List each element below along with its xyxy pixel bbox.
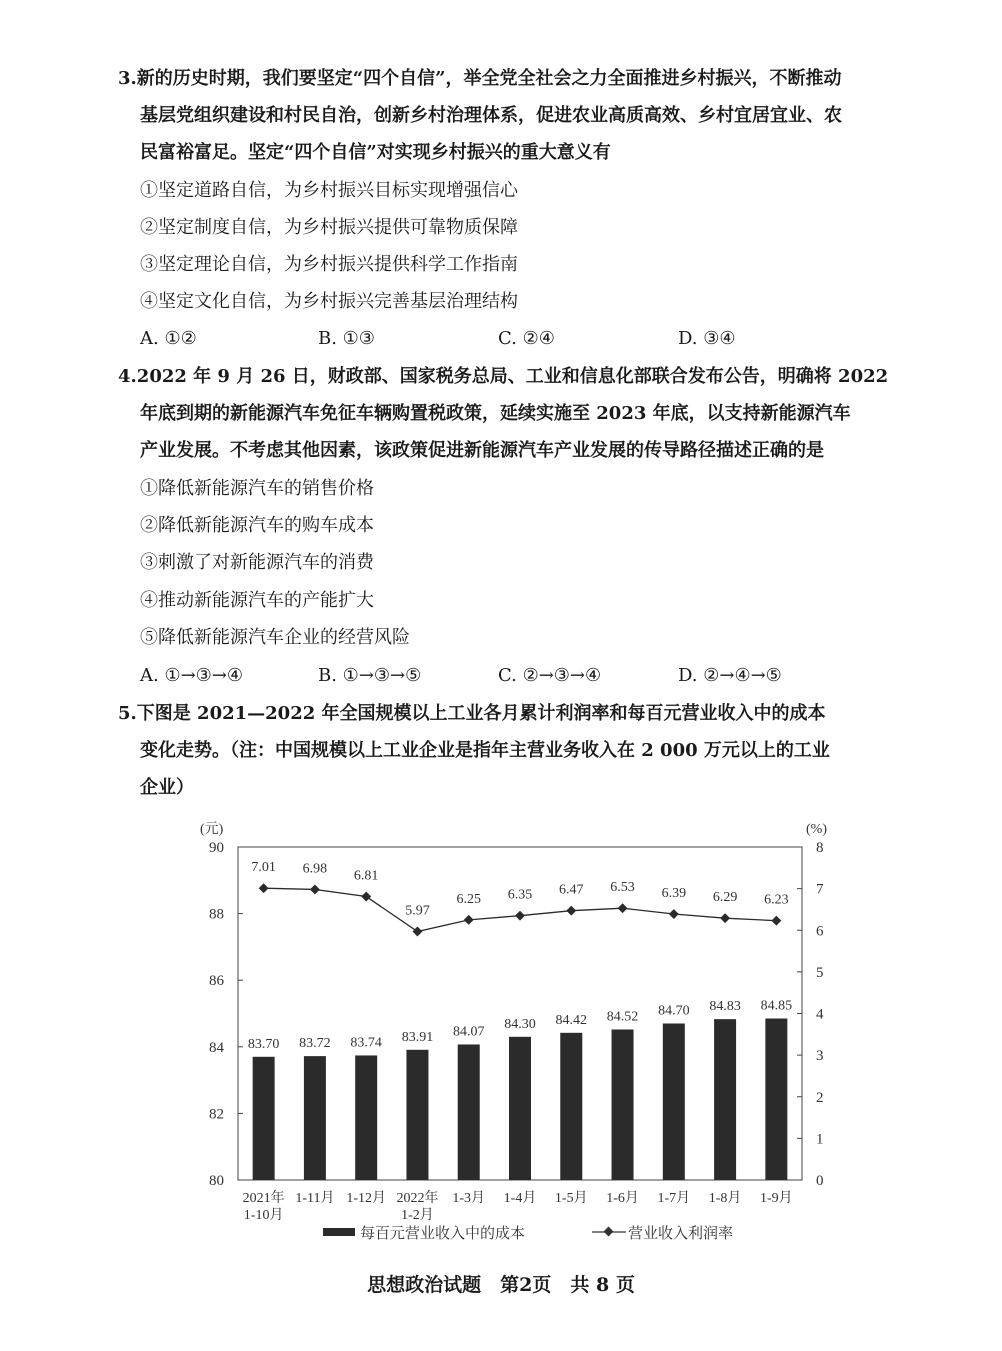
line-data-label: 6.25: [456, 891, 481, 907]
legend-line-label: 营业收入利润率: [628, 1226, 734, 1242]
q4-option-b[interactable]: B. ①→③→⑤: [318, 665, 422, 686]
x-tick-label: [295, 1190, 334, 1206]
y-axis-unit-label: (元): [200, 822, 224, 837]
y2-axis-unit-label: (%): [806, 822, 827, 837]
y2-tick-label: 8: [816, 840, 824, 856]
bar: [663, 1023, 685, 1180]
legend-bar-swatch: [323, 1228, 355, 1236]
x-tick-label-line: 1-4月: [503, 1191, 537, 1206]
bar-data-label: 83.70: [247, 1036, 280, 1052]
bar: [509, 1037, 531, 1180]
x-tick-label-line: 1-5月: [554, 1191, 588, 1206]
line-point: [413, 927, 423, 937]
q4-options: [140, 665, 840, 687]
y2-tick-label: 1: [816, 1131, 824, 1148]
q5-stem-line-1: 5.下图是 2021—2022 年全国规模以上工业各月累计利润率和每百元营业收入中的成本: [118, 703, 826, 724]
q3-stem-line-3: 民富裕富足。坚定“四个自信”对实现乡村振兴的重大意义有: [140, 142, 611, 163]
line-point: [515, 911, 525, 921]
chart-marks: [209, 840, 824, 1223]
q4-item-4: ④推动新能源汽车的产能扩大: [140, 590, 374, 611]
x-tick-label-line: 1-6月: [606, 1191, 639, 1206]
x-tick-label-line: 2022年: [396, 1191, 439, 1206]
q3-item-2: ②坚定制度自信，为乡村振兴提供可靠物质保障: [140, 217, 518, 238]
bar: [253, 1057, 275, 1180]
y2-tick-label: 4: [816, 1006, 824, 1023]
chart-legend: [323, 1224, 733, 1242]
y-tick-label: 80: [209, 1173, 224, 1189]
q4-stem-line-3: 产业发展。不考虑其他因素，该政策促进新能源汽车产业发展的传导路径描述正确的是: [140, 440, 824, 461]
q3-item-3: ③坚定理论自信，为乡村振兴提供科学工作指南: [140, 254, 518, 275]
bar: [765, 1018, 787, 1180]
bar-data-label: 84.52: [606, 1009, 639, 1025]
x-tick-label: [606, 1190, 639, 1206]
chart-svg: [180, 815, 860, 1255]
bar-data-label: 84.85: [760, 998, 793, 1014]
q3-option-a[interactable]: A. ①②: [140, 328, 197, 349]
line-data-label: 7.01: [251, 860, 276, 876]
q5-stem-line-2: 变化走势。（注：中国规模以上工业企业是指年主营业务收入在 2 000 万元以上的工业: [140, 740, 830, 761]
line-data-label: 6.39: [661, 886, 687, 902]
line-point: [618, 903, 628, 913]
y2-tick-label: 2: [816, 1089, 824, 1106]
x-tick-label-line: 2021年: [242, 1191, 285, 1206]
bar: [304, 1056, 326, 1180]
y2-tick-label: 7: [816, 881, 824, 898]
bar-data-label: 83.91: [401, 1029, 434, 1045]
q4-stem-line-1: 4.2022 年 9 月 26 日，财政部、国家税务总局、工业和信息化部联合发布公告，明确将 2022: [118, 366, 889, 387]
q3-option-b[interactable]: B. ①③: [318, 328, 375, 349]
q3-options: [140, 328, 840, 350]
line-data-label: 6.53: [610, 880, 635, 896]
x-tick-label: [396, 1189, 438, 1223]
y2-tick-label: 5: [816, 964, 824, 981]
line-data-label: 6.29: [712, 890, 738, 906]
bar-data-label: 84.70: [658, 1003, 690, 1019]
x-tick-label-line: 1-3月: [452, 1191, 486, 1206]
legend-bar-label: 每百元营业收入中的成本: [360, 1226, 526, 1242]
bar-data-label: 84.42: [555, 1012, 588, 1028]
bar: [355, 1055, 377, 1180]
bar-data-label: 84.07: [452, 1024, 485, 1040]
line-point: [464, 915, 474, 925]
x-tick-label-line: 1-2月: [401, 1208, 434, 1223]
q4-stem-line-2: 年底到期的新能源汽车免征车辆购置税政策，延续实施至 2023 年底，以支持新能源汽车: [140, 403, 851, 424]
x-tick-label: [760, 1190, 793, 1206]
page-footer: 思想政治试题 第2页 共 8 页: [367, 1274, 635, 1296]
line-point: [720, 913, 730, 923]
line-point: [259, 883, 269, 893]
line-data-label: 6.23: [764, 892, 789, 908]
x-tick-label-line: 1-11月: [295, 1191, 335, 1206]
x-tick-label-line: 1-9月: [760, 1191, 793, 1206]
y-tick-label: 86: [209, 973, 224, 990]
line-point: [771, 916, 781, 926]
y-tick-label: 84: [209, 1039, 224, 1056]
line-data-label: 6.98: [302, 861, 328, 877]
y-tick-label: 90: [209, 840, 224, 856]
bar: [714, 1019, 736, 1180]
q3-option-d[interactable]: D. ③④: [678, 328, 736, 349]
bar: [406, 1050, 428, 1180]
line-point: [566, 906, 576, 916]
x-tick-label: [243, 1189, 285, 1223]
x-tick-label-line: 1-7月: [657, 1191, 691, 1206]
cost-profit-chart: [180, 815, 860, 1255]
line-data-label: 6.35: [507, 887, 533, 903]
bar-data-label: 83.72: [299, 1036, 331, 1052]
y-tick-label: 88: [209, 906, 224, 923]
y-tick-label: 82: [209, 1106, 224, 1123]
q4-option-a[interactable]: A. ①→③→④: [140, 665, 244, 686]
bar-data-label: 83.74: [350, 1035, 382, 1051]
x-tick-label: [346, 1190, 386, 1206]
y2-tick-label: 6: [816, 923, 824, 940]
q4-item-5: ⑤降低新能源汽车企业的经营风险: [140, 627, 410, 648]
q4-item-3: ③刺激了对新能源汽车的消费: [140, 552, 374, 573]
q3-stem-line-1: 3.新的历史时期，我们要坚定“四个自信”，举全党全社会之力全面推进乡村振兴，不断推动: [118, 68, 842, 89]
bar-data-label: 84.83: [709, 999, 741, 1015]
x-tick-label: [555, 1190, 588, 1206]
bar-data-label: 84.30: [504, 1016, 536, 1032]
q3-item-4: ④坚定文化自信，为乡村振兴完善基层治理结构: [140, 291, 518, 312]
q4-item-1: ①降低新能源汽车的销售价格: [140, 478, 374, 499]
x-tick-label: [452, 1190, 485, 1206]
q3-item-1: ①坚定道路自信，为乡村振兴目标实现增强信心: [140, 180, 518, 201]
x-tick-label-line: 1-12月: [346, 1191, 387, 1206]
x-tick-label: [504, 1190, 537, 1206]
legend-line-marker: [604, 1227, 614, 1237]
y2-tick-label: 0: [816, 1173, 824, 1189]
q3-option-c[interactable]: C. ②④: [498, 328, 555, 349]
bar: [560, 1033, 582, 1180]
line-point: [669, 909, 679, 919]
q5-stem-line-3: 企业）: [140, 777, 194, 798]
line-point: [361, 892, 371, 902]
q4-option-c[interactable]: C. ②→③→④: [498, 665, 602, 686]
line-data-label: 6.47: [559, 882, 584, 898]
x-tick-label: [709, 1190, 742, 1206]
x-tick-label-line: 1-8月: [708, 1191, 742, 1206]
line-data-label: 6.81: [353, 868, 379, 884]
q4-item-2: ②降低新能源汽车的购车成本: [140, 515, 374, 536]
bar: [612, 1029, 634, 1180]
x-tick-label-line: 1-10月: [243, 1208, 284, 1223]
y2-tick-label: 3: [816, 1048, 824, 1065]
line-data-label: 5.97: [405, 903, 430, 919]
q3-stem-line-2: 基层党组织建设和村民自治，创新乡村治理体系，促进农业高质高效、乡村宜居宜业、农: [140, 105, 842, 126]
q4-option-d[interactable]: D. ②→④→⑤: [678, 665, 782, 686]
bar: [458, 1044, 480, 1180]
x-tick-label: [657, 1190, 690, 1206]
line-point: [310, 885, 320, 895]
